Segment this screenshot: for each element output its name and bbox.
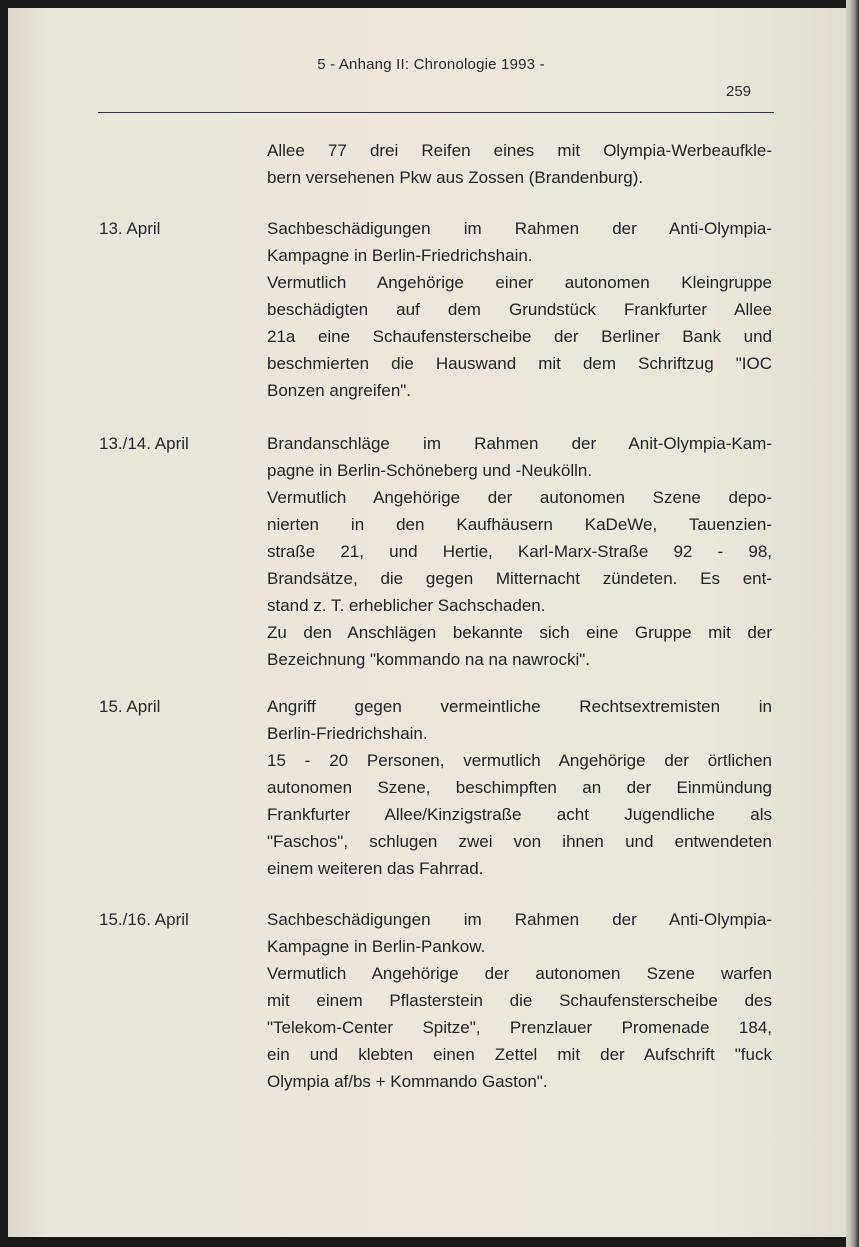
text-line: Frankfurter Allee/Kinzigstraße acht Jugendliche als <box>267 805 772 824</box>
text-line: "Faschos", schlugen zwei von ihnen und entwendeten <box>267 832 772 851</box>
text-line: "Telekom-Center Spitze", Prenzlauer Promenade 184, <box>267 1018 772 1037</box>
entry-date: 13./14. April <box>99 434 189 453</box>
text-line: Brandanschläge im Rahmen der Anit-Olympia-Kam- <box>267 434 772 453</box>
text-line: Kampagne in Berlin-Pankow. <box>267 937 486 956</box>
text-line: mit einem Pflasterstein die Schaufensterscheibe des <box>267 991 772 1010</box>
running-header: 5 - Anhang II: Chronologie 1993 - <box>317 56 545 73</box>
text-line: Sachbeschädigungen im Rahmen der Anti-Olympia- <box>267 910 772 929</box>
text-line: bern versehenen Pkw aus Zossen (Brandenburg). <box>267 168 644 187</box>
document-page <box>8 8 846 1237</box>
entry-text <box>267 906 772 1095</box>
intro-paragraph <box>267 137 772 191</box>
entry-date: 15. April <box>99 697 161 716</box>
text-line: beschmierten die Hauswand mit dem Schriftzug "IOC <box>267 354 772 373</box>
header-rule <box>98 112 774 113</box>
text-line: Vermutlich Angehörige einer autonomen Kleingruppe <box>267 273 772 292</box>
text-line: Vermutlich Angehörige der autonomen Szene warfen <box>267 964 772 983</box>
text-line: nierten in den Kaufhäusern KaDeWe, Tauenzien- <box>267 515 772 534</box>
text-line: Kampagne in Berlin-Friedrichshain. <box>267 246 533 265</box>
text-line: ein und klebten einen Zettel mit der Aufschrift "fuck <box>267 1045 772 1064</box>
text-line: Allee 77 drei Reifen eines mit Olympia-Werbeaufkle- <box>267 141 772 160</box>
entry-text <box>267 430 772 673</box>
text-line: Sachbeschädigungen im Rahmen der Anti-Olympia- <box>267 219 772 238</box>
entry-date: 13. April <box>99 219 161 238</box>
text-line: Olympia af/bs + Kommando Gaston". <box>267 1072 548 1091</box>
page-edge-shadow <box>846 0 859 1247</box>
text-line: straße 21, und Hertie, Karl-Marx-Straße 92 - 98, <box>267 542 772 561</box>
text-line: stand z. T. erheblicher Sachschaden. <box>267 596 546 615</box>
text-line: Berlin-Friedrichshain. <box>267 724 428 743</box>
text-line: Bonzen angreifen". <box>267 381 412 400</box>
text-line: Brandsätze, die gegen Mitternacht zündeten. Es ent- <box>267 569 772 588</box>
page-number: 259 <box>726 83 752 100</box>
text-line: Zu den Anschlägen bekannte sich eine Gruppe mit der <box>267 623 772 642</box>
text-line: Bezeichnung "kommando na na nawrocki". <box>267 650 590 669</box>
text-line: 15 - 20 Personen, vermutlich Angehörige der örtlichen <box>267 751 772 770</box>
text-line: einem weiteren das Fahrrad. <box>267 859 484 878</box>
text-line: Angriff gegen vermeintliche Rechtsextremisten in <box>267 697 772 716</box>
text-line: beschädigten auf dem Grundstück Frankfurter Allee <box>267 300 772 319</box>
text-line: autonomen Szene, beschimpften an der Einmündung <box>267 778 772 797</box>
entry-text <box>267 693 772 882</box>
text-line: 21a eine Schaufensterscheibe der Berliner Bank und <box>267 327 772 346</box>
entry-text <box>267 215 772 404</box>
text-line: Vermutlich Angehörige der autonomen Szene depo- <box>267 488 772 507</box>
text-line: pagne in Berlin-Schöneberg und -Neukölln. <box>267 461 593 480</box>
entry-date: 15./16. April <box>99 910 189 929</box>
